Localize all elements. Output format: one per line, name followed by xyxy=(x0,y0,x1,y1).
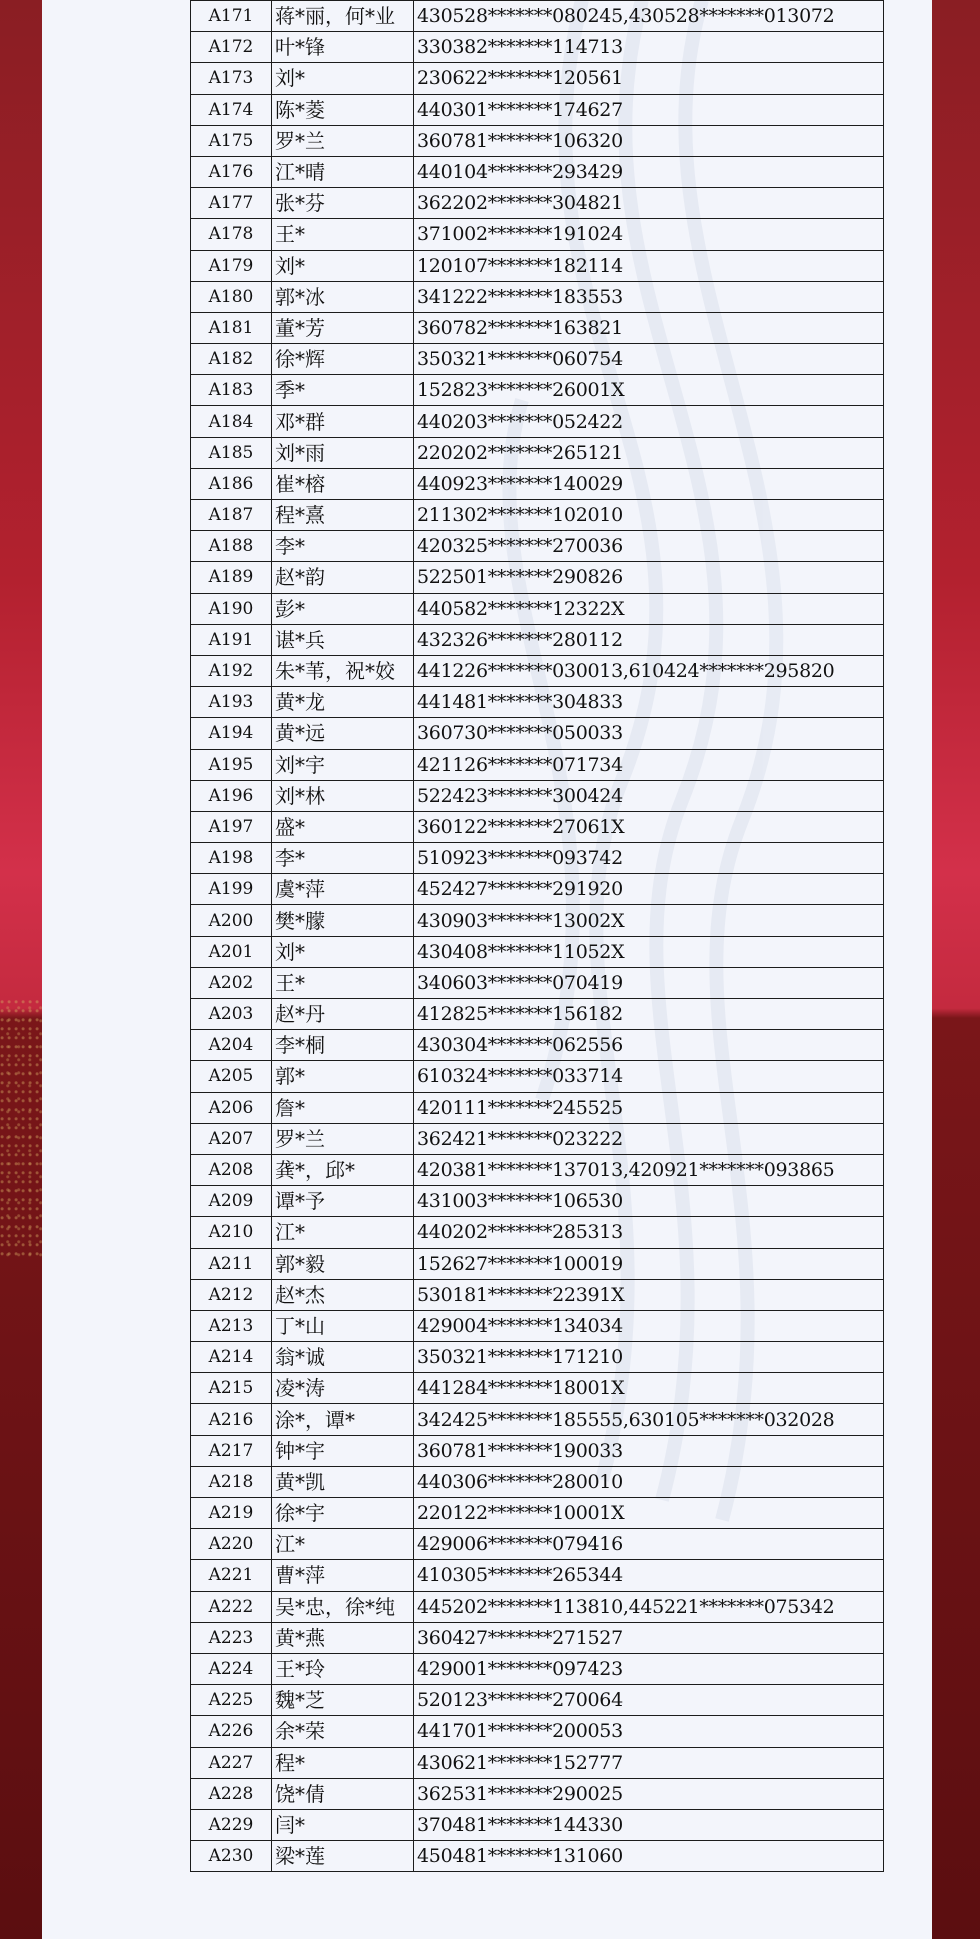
id-number-cell: 211302*******102010 xyxy=(414,500,884,531)
name-cell: 谭*予 xyxy=(272,1186,414,1217)
name-cell: 黄*龙 xyxy=(272,687,414,718)
name-cell: 谌*兵 xyxy=(272,624,414,655)
row-number-cell: A211 xyxy=(191,1248,272,1279)
table-row xyxy=(191,1529,884,1560)
row-number-cell: A209 xyxy=(191,1186,272,1217)
id-number-cell: 230622*******120561 xyxy=(414,63,884,94)
name-cell: 余*荣 xyxy=(272,1716,414,1747)
row-number-cell: A216 xyxy=(191,1404,272,1435)
name-cell: 黄*远 xyxy=(272,718,414,749)
name-cell: 王* xyxy=(272,967,414,998)
row-number-cell: A176 xyxy=(191,156,272,187)
row-number-cell: A192 xyxy=(191,655,272,686)
list-table xyxy=(190,0,884,1872)
row-number-cell: A194 xyxy=(191,718,272,749)
name-cell: 曹*萍 xyxy=(272,1560,414,1591)
id-number-cell: 530181*******22391X xyxy=(414,1279,884,1310)
left-red-border xyxy=(0,0,42,1939)
row-number-cell: A213 xyxy=(191,1310,272,1341)
row-number-cell: A210 xyxy=(191,1217,272,1248)
name-cell: 罗*兰 xyxy=(272,1123,414,1154)
table-row xyxy=(191,593,884,624)
name-cell: 王* xyxy=(272,219,414,250)
id-number-cell: 510923*******093742 xyxy=(414,843,884,874)
id-number-cell: 420325*******270036 xyxy=(414,531,884,562)
id-number-cell: 360782*******163821 xyxy=(414,312,884,343)
row-number-cell: A199 xyxy=(191,874,272,905)
id-number-cell: 340603*******070419 xyxy=(414,967,884,998)
id-number-cell: 429004*******134034 xyxy=(414,1310,884,1341)
row-number-cell: A182 xyxy=(191,344,272,375)
row-number-cell: A227 xyxy=(191,1747,272,1778)
name-cell: 罗*兰 xyxy=(272,125,414,156)
table-row xyxy=(191,1622,884,1653)
table-row xyxy=(191,749,884,780)
id-number-cell: 440923*******140029 xyxy=(414,468,884,499)
name-cell: 徐*宇 xyxy=(272,1498,414,1529)
table-row xyxy=(191,718,884,749)
id-number-cell: 429006*******079416 xyxy=(414,1529,884,1560)
name-cell: 赵*韵 xyxy=(272,562,414,593)
row-number-cell: A178 xyxy=(191,219,272,250)
name-cell: 彭* xyxy=(272,593,414,624)
table-row xyxy=(191,1404,884,1435)
id-number-cell: 421126*******071734 xyxy=(414,749,884,780)
name-cell: 翁*诚 xyxy=(272,1342,414,1373)
name-cell: 李* xyxy=(272,843,414,874)
name-cell: 李*桐 xyxy=(272,1030,414,1061)
row-number-cell: A190 xyxy=(191,593,272,624)
id-number-cell: 420381*******137013,420921*******093865 xyxy=(414,1154,884,1185)
row-number-cell: A219 xyxy=(191,1498,272,1529)
id-number-cell: 410305*******265344 xyxy=(414,1560,884,1591)
name-cell: 刘* xyxy=(272,250,414,281)
row-number-cell: A177 xyxy=(191,188,272,219)
id-number-cell: 440582*******12322X xyxy=(414,593,884,624)
row-number-cell: A197 xyxy=(191,811,272,842)
table-row xyxy=(191,1560,884,1591)
table-row xyxy=(191,624,884,655)
id-number-cell: 360781*******106320 xyxy=(414,125,884,156)
name-cell: 刘*林 xyxy=(272,780,414,811)
table-row xyxy=(191,1030,884,1061)
id-number-cell: 341222*******183553 xyxy=(414,281,884,312)
row-number-cell: A188 xyxy=(191,531,272,562)
name-cell: 赵*杰 xyxy=(272,1279,414,1310)
row-number-cell: A225 xyxy=(191,1685,272,1716)
id-number-cell: 522423*******300424 xyxy=(414,780,884,811)
row-number-cell: A223 xyxy=(191,1622,272,1653)
name-cell: 郭* xyxy=(272,1061,414,1092)
row-number-cell: A222 xyxy=(191,1591,272,1622)
id-number-cell: 440203*******052422 xyxy=(414,406,884,437)
name-cell: 郭*冰 xyxy=(272,281,414,312)
row-number-cell: A201 xyxy=(191,936,272,967)
name-cell: 詹* xyxy=(272,1092,414,1123)
table-row xyxy=(191,32,884,63)
id-number-cell: 430408*******11052X xyxy=(414,936,884,967)
row-number-cell: A217 xyxy=(191,1435,272,1466)
name-cell: 魏*芝 xyxy=(272,1685,414,1716)
table-row xyxy=(191,562,884,593)
row-number-cell: A204 xyxy=(191,1030,272,1061)
table-row xyxy=(191,1498,884,1529)
table-row xyxy=(191,1716,884,1747)
id-number-cell: 371002*******191024 xyxy=(414,219,884,250)
id-number-cell: 450481*******131060 xyxy=(414,1841,884,1872)
table-row xyxy=(191,655,884,686)
table-row xyxy=(191,811,884,842)
name-cell: 李* xyxy=(272,531,414,562)
id-number-cell: 441284*******18001X xyxy=(414,1373,884,1404)
id-number-cell: 360427*******271527 xyxy=(414,1622,884,1653)
id-number-cell: 342425*******185555,630105*******032028 xyxy=(414,1404,884,1435)
winner-table xyxy=(190,0,876,1872)
name-cell: 饶*倩 xyxy=(272,1778,414,1809)
table-row xyxy=(191,1435,884,1466)
name-cell: 黄*燕 xyxy=(272,1622,414,1653)
id-number-cell: 441701*******200053 xyxy=(414,1716,884,1747)
table-row xyxy=(191,94,884,125)
row-number-cell: A198 xyxy=(191,843,272,874)
id-number-cell: 362202*******304821 xyxy=(414,188,884,219)
table-row xyxy=(191,1310,884,1341)
name-cell: 陈*菱 xyxy=(272,94,414,125)
name-cell: 龚*，邱* xyxy=(272,1154,414,1185)
id-number-cell: 522501*******290826 xyxy=(414,562,884,593)
table-row xyxy=(191,967,884,998)
name-cell: 季* xyxy=(272,375,414,406)
id-number-cell: 432326*******280112 xyxy=(414,624,884,655)
row-number-cell: A174 xyxy=(191,94,272,125)
name-cell: 蒋*丽，何*业 xyxy=(272,1,414,32)
row-number-cell: A203 xyxy=(191,999,272,1030)
id-number-cell: 520123*******270064 xyxy=(414,1685,884,1716)
name-cell: 涂*，谭* xyxy=(272,1404,414,1435)
row-number-cell: A191 xyxy=(191,624,272,655)
table-row xyxy=(191,531,884,562)
table-row xyxy=(191,780,884,811)
table-row xyxy=(191,843,884,874)
table-row xyxy=(191,344,884,375)
name-cell: 赵*丹 xyxy=(272,999,414,1030)
row-number-cell: A193 xyxy=(191,687,272,718)
name-cell: 崔*榕 xyxy=(272,468,414,499)
table-row xyxy=(191,406,884,437)
table-row xyxy=(191,874,884,905)
name-cell: 程*熹 xyxy=(272,500,414,531)
table-row xyxy=(191,1591,884,1622)
table-row xyxy=(191,219,884,250)
table-row xyxy=(191,437,884,468)
id-number-cell: 420111*******245525 xyxy=(414,1092,884,1123)
name-cell: 梁*莲 xyxy=(272,1841,414,1872)
row-number-cell: A230 xyxy=(191,1841,272,1872)
table-row xyxy=(191,1373,884,1404)
table-row xyxy=(191,1092,884,1123)
row-number-cell: A189 xyxy=(191,562,272,593)
table-row xyxy=(191,1,884,32)
table-row xyxy=(191,468,884,499)
table-row xyxy=(191,1747,884,1778)
id-number-cell: 220202*******265121 xyxy=(414,437,884,468)
name-cell: 董*芳 xyxy=(272,312,414,343)
row-number-cell: A183 xyxy=(191,375,272,406)
name-cell: 吴*忠，徐*纯 xyxy=(272,1591,414,1622)
table-row xyxy=(191,125,884,156)
name-cell: 刘* xyxy=(272,936,414,967)
id-number-cell: 440301*******174627 xyxy=(414,94,884,125)
row-number-cell: A221 xyxy=(191,1560,272,1591)
row-number-cell: A181 xyxy=(191,312,272,343)
table-row xyxy=(191,1685,884,1716)
row-number-cell: A218 xyxy=(191,1466,272,1497)
row-number-cell: A224 xyxy=(191,1653,272,1684)
id-number-cell: 430304*******062556 xyxy=(414,1030,884,1061)
row-number-cell: A205 xyxy=(191,1061,272,1092)
id-number-cell: 362531*******290025 xyxy=(414,1778,884,1809)
name-cell: 丁*山 xyxy=(272,1310,414,1341)
table-row xyxy=(191,1279,884,1310)
table-row xyxy=(191,1123,884,1154)
row-number-cell: A195 xyxy=(191,749,272,780)
id-number-cell: 152823*******26001X xyxy=(414,375,884,406)
row-number-cell: A229 xyxy=(191,1809,272,1840)
row-number-cell: A212 xyxy=(191,1279,272,1310)
table-row xyxy=(191,281,884,312)
name-cell: 江* xyxy=(272,1529,414,1560)
table-row xyxy=(191,250,884,281)
table-row xyxy=(191,1841,884,1872)
id-number-cell: 360730*******050033 xyxy=(414,718,884,749)
name-cell: 刘*雨 xyxy=(272,437,414,468)
row-number-cell: A175 xyxy=(191,125,272,156)
id-number-cell: 152627*******100019 xyxy=(414,1248,884,1279)
id-number-cell: 610324*******033714 xyxy=(414,1061,884,1092)
name-cell: 刘*宇 xyxy=(272,749,414,780)
table-row xyxy=(191,1154,884,1185)
table-row xyxy=(191,1466,884,1497)
row-number-cell: A187 xyxy=(191,500,272,531)
row-number-cell: A185 xyxy=(191,437,272,468)
row-number-cell: A206 xyxy=(191,1092,272,1123)
row-number-cell: A196 xyxy=(191,780,272,811)
row-number-cell: A200 xyxy=(191,905,272,936)
name-cell: 叶*锋 xyxy=(272,32,414,63)
table-row xyxy=(191,375,884,406)
id-number-cell: 431003*******106530 xyxy=(414,1186,884,1217)
name-cell: 邓*群 xyxy=(272,406,414,437)
table-row xyxy=(191,999,884,1030)
table-row xyxy=(191,1653,884,1684)
row-number-cell: A220 xyxy=(191,1529,272,1560)
name-cell: 盛* xyxy=(272,811,414,842)
id-number-cell: 441481*******304833 xyxy=(414,687,884,718)
id-number-cell: 360781*******190033 xyxy=(414,1435,884,1466)
name-cell: 朱*苇，祝*姣 xyxy=(272,655,414,686)
gold-speckle-decoration xyxy=(0,1000,42,1260)
id-number-cell: 220122*******10001X xyxy=(414,1498,884,1529)
id-number-cell: 362421*******023222 xyxy=(414,1123,884,1154)
id-number-cell: 429001*******097423 xyxy=(414,1653,884,1684)
name-cell: 刘* xyxy=(272,63,414,94)
table-row xyxy=(191,312,884,343)
id-number-cell: 412825*******156182 xyxy=(414,999,884,1030)
row-number-cell: A173 xyxy=(191,63,272,94)
id-number-cell: 430903*******13002X xyxy=(414,905,884,936)
row-number-cell: A208 xyxy=(191,1154,272,1185)
id-number-cell: 445202*******113810,445221*******075342 xyxy=(414,1591,884,1622)
name-cell: 张*芬 xyxy=(272,188,414,219)
row-number-cell: A226 xyxy=(191,1716,272,1747)
row-number-cell: A184 xyxy=(191,406,272,437)
id-number-cell: 350321*******060754 xyxy=(414,344,884,375)
name-cell: 闫* xyxy=(272,1809,414,1840)
table-row xyxy=(191,1248,884,1279)
id-number-cell: 370481*******144330 xyxy=(414,1809,884,1840)
table-row xyxy=(191,905,884,936)
table-row xyxy=(191,63,884,94)
table-row xyxy=(191,156,884,187)
id-number-cell: 441226*******030013,610424*******295820 xyxy=(414,655,884,686)
id-number-cell: 360122*******27061X xyxy=(414,811,884,842)
name-cell: 王*玲 xyxy=(272,1653,414,1684)
id-number-cell: 350321*******171210 xyxy=(414,1342,884,1373)
row-number-cell: A207 xyxy=(191,1123,272,1154)
row-number-cell: A214 xyxy=(191,1342,272,1373)
table-row xyxy=(191,1061,884,1092)
id-number-cell: 452427*******291920 xyxy=(414,874,884,905)
table-row xyxy=(191,1778,884,1809)
name-cell: 樊*朦 xyxy=(272,905,414,936)
table-row xyxy=(191,936,884,967)
row-number-cell: A171 xyxy=(191,1,272,32)
row-number-cell: A228 xyxy=(191,1778,272,1809)
id-number-cell: 430528*******080245,430528*******013072 xyxy=(414,1,884,32)
name-cell: 凌*涛 xyxy=(272,1373,414,1404)
id-number-cell: 440306*******280010 xyxy=(414,1466,884,1497)
name-cell: 江*晴 xyxy=(272,156,414,187)
id-number-cell: 430621*******152777 xyxy=(414,1747,884,1778)
name-cell: 虞*萍 xyxy=(272,874,414,905)
row-number-cell: A180 xyxy=(191,281,272,312)
row-number-cell: A179 xyxy=(191,250,272,281)
row-number-cell: A172 xyxy=(191,32,272,63)
name-cell: 程* xyxy=(272,1747,414,1778)
name-cell: 江* xyxy=(272,1217,414,1248)
table-row xyxy=(191,687,884,718)
name-cell: 徐*辉 xyxy=(272,344,414,375)
name-cell: 钟*宇 xyxy=(272,1435,414,1466)
row-number-cell: A186 xyxy=(191,468,272,499)
id-number-cell: 440202*******285313 xyxy=(414,1217,884,1248)
table-row xyxy=(191,1186,884,1217)
table-row xyxy=(191,500,884,531)
row-number-cell: A202 xyxy=(191,967,272,998)
table-row xyxy=(191,1809,884,1840)
table-row xyxy=(191,1342,884,1373)
name-cell: 郭*毅 xyxy=(272,1248,414,1279)
row-number-cell: A215 xyxy=(191,1373,272,1404)
table-row xyxy=(191,188,884,219)
document-paper xyxy=(42,0,932,1939)
id-number-cell: 330382*******114713 xyxy=(414,32,884,63)
id-number-cell: 440104*******293429 xyxy=(414,156,884,187)
table-row xyxy=(191,1217,884,1248)
id-number-cell: 120107*******182114 xyxy=(414,250,884,281)
name-cell: 黄*凯 xyxy=(272,1466,414,1497)
right-red-border xyxy=(932,0,980,1939)
